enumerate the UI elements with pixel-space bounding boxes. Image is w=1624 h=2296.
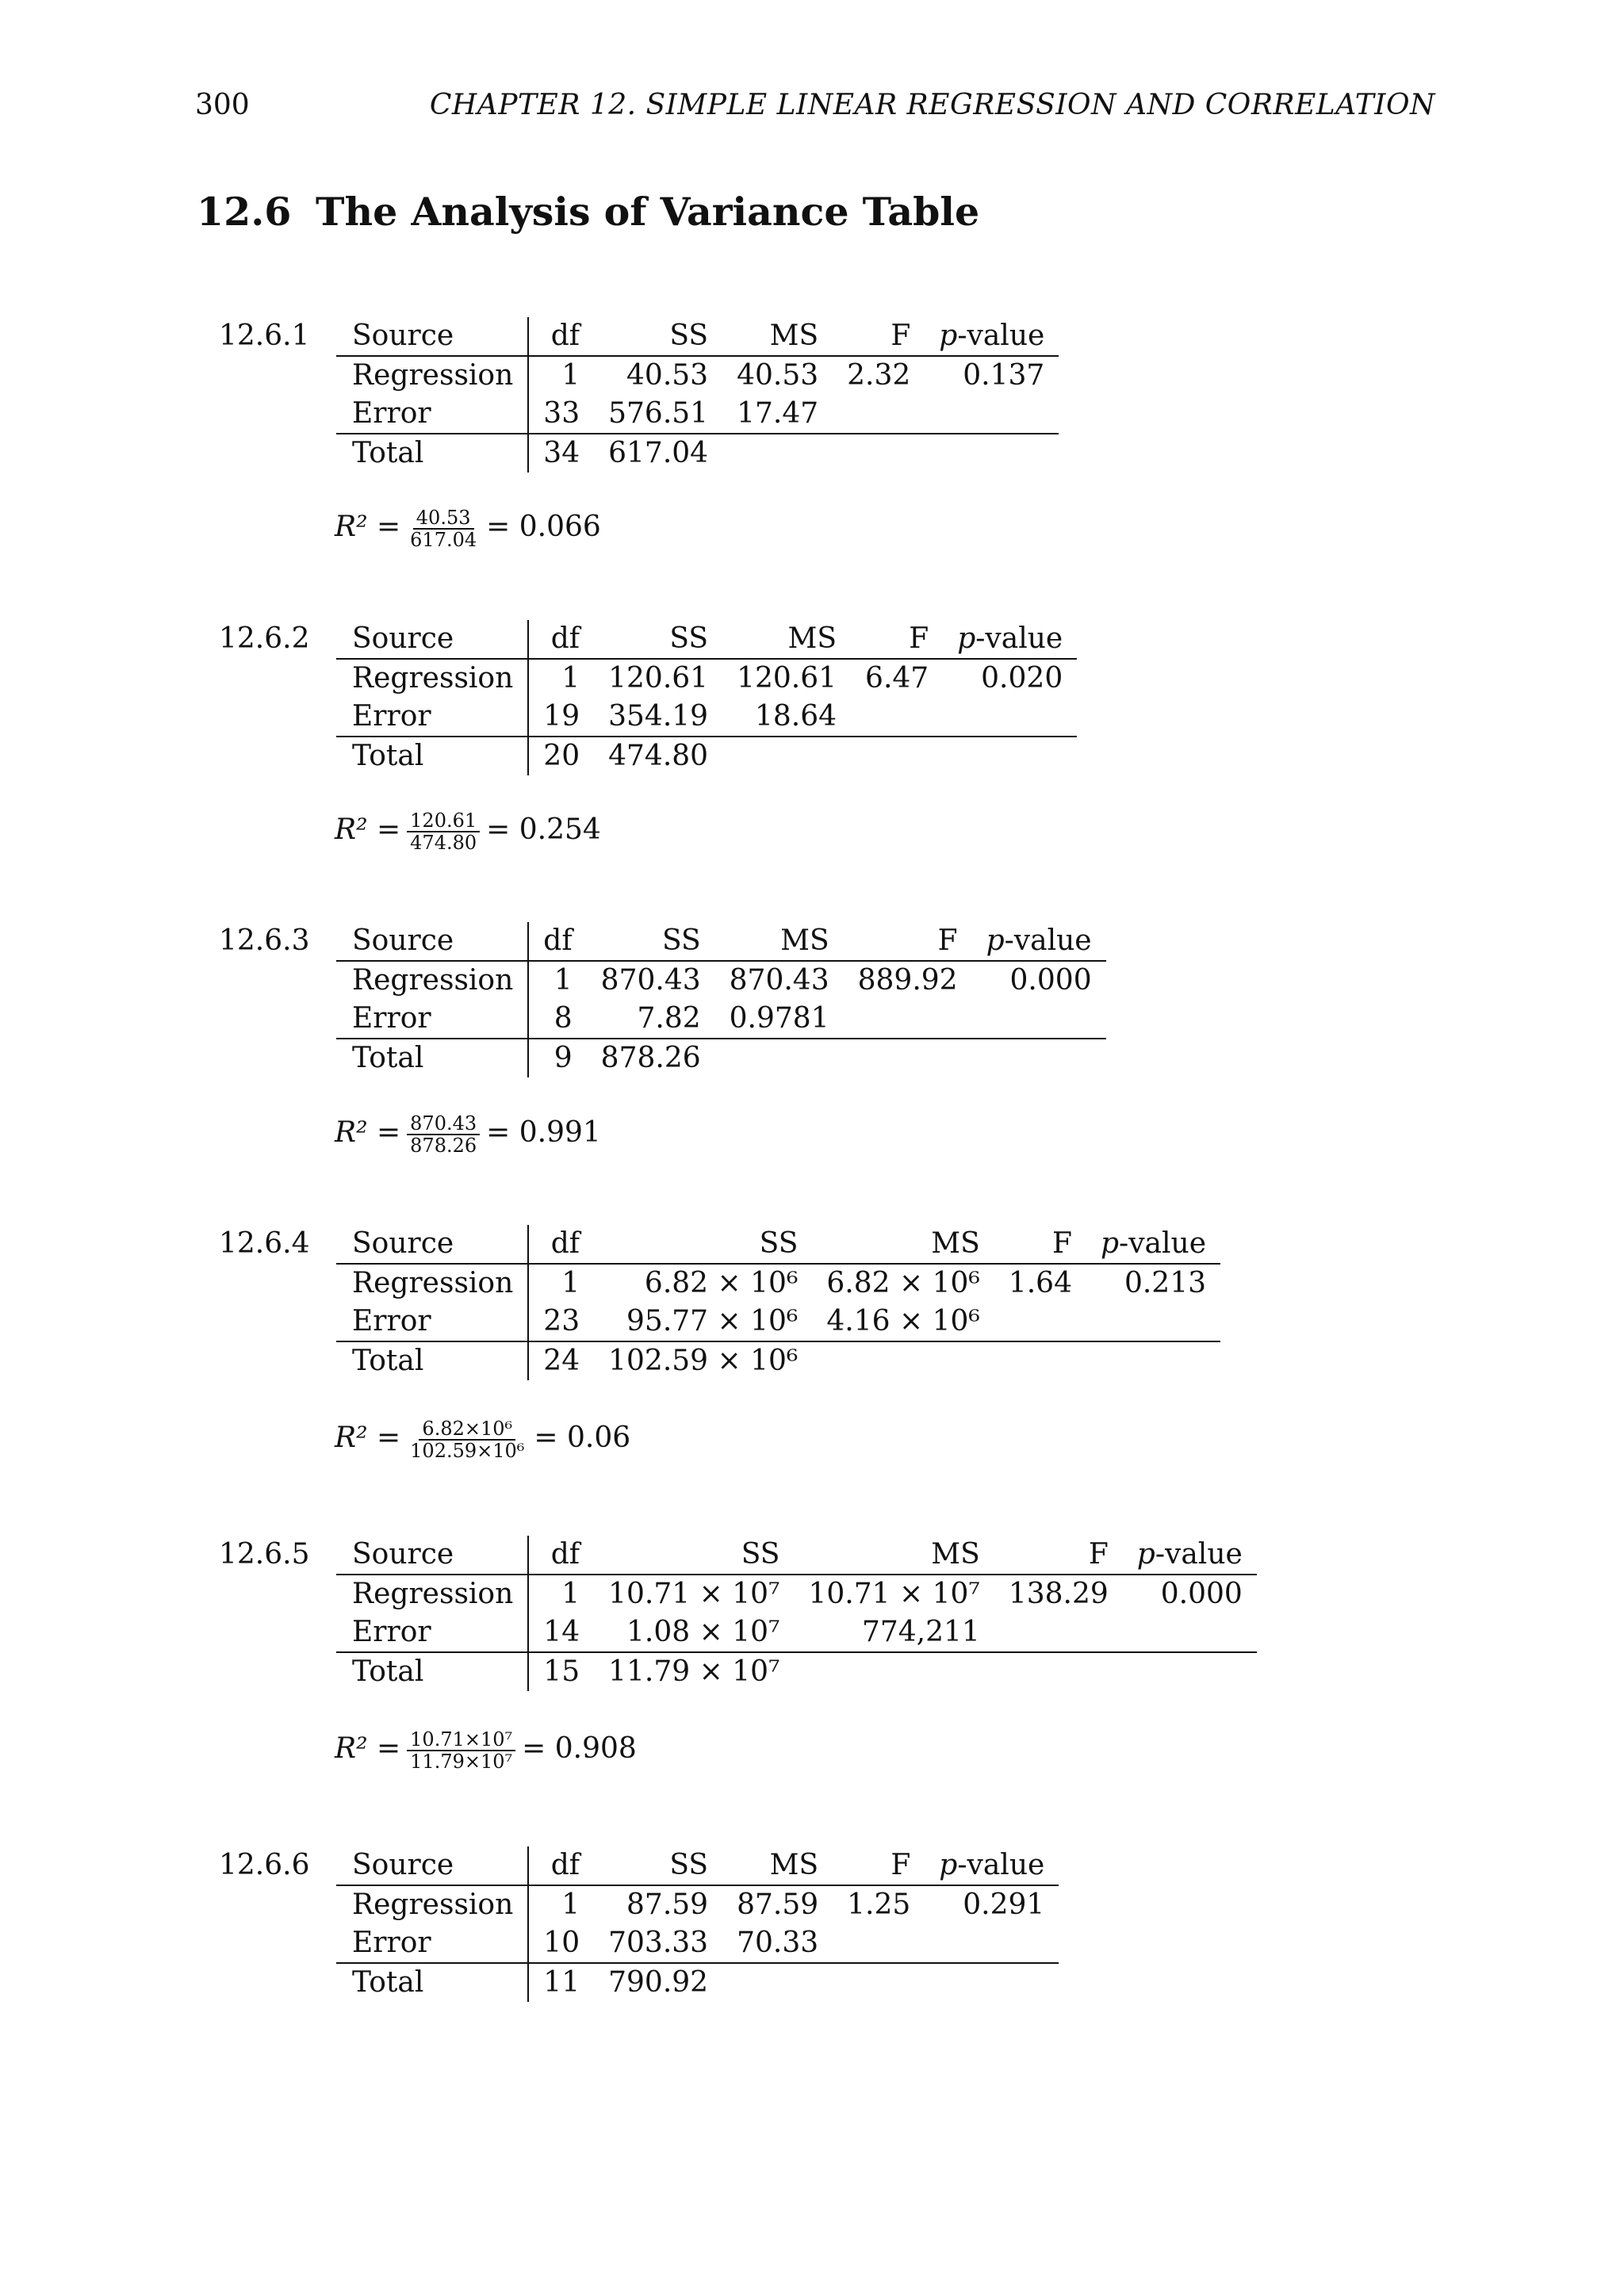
table-cell — [943, 698, 1077, 737]
table-cell: 0.020 — [981, 662, 1063, 695]
r-squared-formula — [335, 810, 601, 853]
table-cell: 87.59 — [626, 1888, 709, 1921]
table-cell: 870.43 — [600, 964, 701, 997]
column-header: SS — [594, 1846, 722, 1885]
running-head: CHAPTER 12. SIMPLE LINEAR REGRESSION AND CORRELATION — [429, 89, 1435, 121]
fraction-numerator: 120.61 — [407, 810, 480, 832]
row-source: Error — [336, 1613, 528, 1652]
section-heading: The Analysis of Variance Table — [316, 189, 980, 235]
row-source: Error — [336, 1303, 528, 1341]
fraction — [407, 810, 480, 853]
table-cell — [994, 1613, 1123, 1652]
table-cell: 774,211 — [794, 1613, 994, 1652]
table-cell: 1.64 — [1008, 1267, 1072, 1299]
table-cell: 19 — [528, 698, 594, 737]
table-cell: 0.9781 — [715, 1000, 844, 1039]
row-source: Error — [336, 698, 528, 737]
table-cell: 576.51 — [594, 395, 722, 434]
column-header: SS — [587, 922, 715, 961]
column-header: p-value — [925, 1846, 1059, 1885]
row-source: Error — [336, 395, 528, 434]
row-source: Regression — [336, 1264, 528, 1303]
table-row — [336, 434, 1059, 473]
table-cell — [833, 395, 925, 434]
r-squared-label: R² = — [335, 1116, 401, 1149]
table-cell — [994, 1652, 1123, 1691]
column-header: F — [844, 922, 972, 961]
column-header: Source — [336, 922, 528, 961]
column-header: MS — [722, 317, 833, 356]
fraction-denominator: 878.26 — [410, 1135, 477, 1157]
table-cell — [851, 698, 943, 737]
table-cell: 14 — [528, 1613, 594, 1652]
table-row — [336, 1303, 1220, 1341]
table-cell: 138.29 — [1008, 1578, 1109, 1610]
fraction-numerator: 870.43 — [407, 1113, 480, 1135]
table-cell: 8 — [528, 1000, 586, 1039]
fraction-numerator: 40.53 — [413, 507, 474, 530]
column-header: Source — [336, 1846, 528, 1885]
table-cell: 23 — [528, 1303, 594, 1341]
column-header: F — [994, 1536, 1123, 1575]
table-cell — [833, 434, 925, 473]
table-header-row — [336, 1846, 1059, 1885]
table-row — [336, 1963, 1059, 2002]
table-cell — [833, 1963, 925, 2002]
column-header: Source — [336, 317, 528, 356]
anova-table — [336, 922, 1106, 1077]
table-cell: 33 — [528, 395, 594, 434]
table-cell: 6.82 × 10⁶ — [826, 1267, 980, 1299]
row-source: Regression — [336, 1575, 528, 1613]
anova-table — [336, 317, 1059, 473]
table-header-row — [336, 1536, 1257, 1575]
r-squared-result: = 0.066 — [486, 511, 601, 543]
table-cell: 474.80 — [608, 740, 709, 772]
table-cell: 0.137 — [963, 359, 1045, 392]
row-source: Error — [336, 1000, 528, 1039]
table-row — [336, 1039, 1106, 1077]
table-cell: 1 — [553, 964, 573, 997]
table-row — [336, 1341, 1220, 1380]
page-number: 300 — [195, 89, 250, 121]
column-header: p-value — [1123, 1536, 1257, 1575]
table-cell — [715, 1039, 844, 1077]
column-header: p-value — [925, 317, 1059, 356]
column-header: df — [528, 922, 586, 961]
table-cell: 2.32 — [847, 359, 911, 392]
column-header: F — [994, 1225, 1086, 1264]
r-squared-label: R² = — [335, 1422, 401, 1454]
exercise-number: 12.6.1 — [219, 320, 310, 352]
table-cell — [812, 1341, 994, 1380]
column-header: MS — [722, 620, 851, 659]
table-cell: 1 — [561, 662, 580, 695]
r-squared-formula — [335, 507, 601, 550]
table-cell: 11 — [543, 1966, 580, 1999]
table-cell: 703.33 — [594, 1924, 722, 1963]
table-header-row — [336, 922, 1106, 961]
table-cell: 1 — [561, 1578, 580, 1610]
row-source: Total — [336, 1341, 528, 1380]
table-cell: 889.92 — [857, 964, 958, 997]
row-source: Regression — [336, 356, 528, 395]
fraction-denominator: 102.59×10⁶ — [410, 1440, 525, 1462]
table-cell — [925, 395, 1059, 434]
table-cell — [722, 434, 833, 473]
table-cell — [943, 737, 1077, 775]
column-header: df — [528, 1846, 594, 1885]
row-source: Regression — [336, 659, 528, 698]
column-header: F — [851, 620, 943, 659]
table-cell: 1 — [561, 359, 580, 392]
table-cell — [833, 1924, 925, 1963]
anova-table — [336, 1225, 1220, 1380]
table-cell: 6.82 × 10⁶ — [644, 1267, 799, 1299]
table-cell — [1123, 1613, 1257, 1652]
table-cell — [844, 1000, 972, 1039]
column-header: p-value — [972, 922, 1106, 961]
table-cell — [925, 1924, 1059, 1963]
fraction — [407, 1113, 480, 1156]
table-cell: 24 — [543, 1345, 580, 1377]
table-cell: 7.82 — [587, 1000, 715, 1039]
column-header: df — [528, 620, 594, 659]
row-source: Total — [336, 737, 528, 775]
table-cell: 878.26 — [600, 1042, 701, 1074]
section-number: 12.6 — [197, 189, 292, 235]
table-cell: 1.08 × 10⁷ — [594, 1613, 794, 1652]
anova-table — [336, 1846, 1059, 2002]
table-cell — [925, 434, 1059, 473]
table-cell — [1086, 1303, 1220, 1341]
anova-table — [336, 620, 1077, 775]
table-cell: 15 — [543, 1655, 580, 1688]
table-cell: 120.61 — [737, 662, 837, 695]
table-header-row — [336, 620, 1077, 659]
column-header: SS — [594, 1536, 794, 1575]
column-header: MS — [794, 1536, 994, 1575]
row-source: Error — [336, 1924, 528, 1963]
table-cell: 40.53 — [626, 359, 709, 392]
table-cell: 10.71 × 10⁷ — [808, 1578, 980, 1610]
table-row — [336, 1000, 1106, 1039]
r-squared-formula — [335, 1113, 601, 1156]
table-cell: 11.79 × 10⁷ — [608, 1655, 780, 1688]
table-row — [336, 698, 1077, 737]
table-cell: 10 — [528, 1924, 594, 1963]
table-cell: 0.000 — [1160, 1578, 1243, 1610]
row-source: Regression — [336, 961, 528, 1000]
table-cell: 790.92 — [608, 1966, 709, 1999]
r-squared-formula — [335, 1418, 630, 1461]
r-squared-result: = 0.06 — [534, 1422, 631, 1454]
r-squared-formula — [335, 1729, 637, 1772]
table-row — [336, 1885, 1059, 1924]
exercise-number: 12.6.4 — [219, 1227, 310, 1260]
table-cell: 10.71 × 10⁷ — [608, 1578, 780, 1610]
table-header-row — [336, 1225, 1220, 1264]
table-row — [336, 1613, 1257, 1652]
table-cell: 0.291 — [963, 1888, 1045, 1921]
column-header: p-value — [1086, 1225, 1220, 1264]
column-header: df — [528, 1536, 594, 1575]
table-cell: 617.04 — [608, 437, 709, 469]
table-cell — [972, 1039, 1106, 1077]
column-header: MS — [812, 1225, 994, 1264]
table-cell: 870.43 — [729, 964, 829, 997]
column-header: SS — [594, 317, 722, 356]
table-cell: 1 — [561, 1267, 580, 1299]
table-cell — [722, 737, 851, 775]
table-cell — [925, 1963, 1059, 2002]
r-squared-result: = 0.254 — [486, 813, 601, 846]
column-header: F — [833, 1846, 925, 1885]
fraction — [407, 1418, 527, 1461]
table-cell: 40.53 — [737, 359, 819, 392]
table-row — [336, 737, 1077, 775]
table-cell: 20 — [543, 740, 580, 772]
table-cell: 0.213 — [1124, 1267, 1206, 1299]
fraction-denominator: 11.79×10⁷ — [410, 1751, 513, 1773]
table-cell: 70.33 — [722, 1924, 833, 1963]
fraction-denominator: 474.80 — [410, 832, 477, 854]
table-cell — [1086, 1341, 1220, 1380]
fraction-denominator: 617.04 — [410, 529, 477, 551]
exercise-number: 12.6.5 — [219, 1538, 310, 1571]
table-cell: 6.47 — [865, 662, 929, 695]
table-cell — [994, 1341, 1086, 1380]
fraction-numerator: 6.82×10⁶ — [419, 1418, 515, 1441]
exercise-number: 12.6.3 — [219, 924, 310, 957]
table-cell: 9 — [553, 1042, 573, 1074]
column-header: F — [833, 317, 925, 356]
table-row — [336, 1924, 1059, 1963]
table-cell: 34 — [543, 437, 580, 469]
row-source: Total — [336, 1652, 528, 1691]
table-cell: 4.16 × 10⁶ — [812, 1303, 994, 1341]
column-header: MS — [715, 922, 844, 961]
table-cell — [794, 1652, 994, 1691]
section-title — [197, 189, 979, 235]
exercise-number: 12.6.2 — [219, 622, 310, 655]
column-header: Source — [336, 1225, 528, 1264]
column-header: SS — [594, 620, 722, 659]
row-source: Regression — [336, 1885, 528, 1924]
table-header-row — [336, 317, 1059, 356]
column-header: Source — [336, 1536, 528, 1575]
column-header: df — [528, 1225, 594, 1264]
table-cell — [722, 1963, 833, 2002]
row-source: Total — [336, 1963, 528, 2002]
page-header — [0, 89, 1624, 128]
column-header: df — [528, 317, 594, 356]
table-row — [336, 659, 1077, 698]
column-header: p-value — [943, 620, 1077, 659]
table-cell: 17.47 — [722, 395, 833, 434]
table-cell: 102.59 × 10⁶ — [608, 1345, 799, 1377]
table-row — [336, 395, 1059, 434]
column-header: Source — [336, 620, 528, 659]
r-squared-label: R² = — [335, 511, 401, 543]
table-cell: 120.61 — [608, 662, 709, 695]
table-cell: 1.25 — [847, 1888, 911, 1921]
table-cell: 1 — [561, 1888, 580, 1921]
table-cell: 95.77 × 10⁶ — [594, 1303, 812, 1341]
column-header: SS — [594, 1225, 812, 1264]
r-squared-result: = 0.908 — [522, 1732, 637, 1765]
table-cell — [972, 1000, 1106, 1039]
fraction-numerator: 10.71×10⁷ — [407, 1729, 515, 1751]
exercise-number: 12.6.6 — [219, 1849, 310, 1881]
r-squared-label: R² = — [335, 1732, 401, 1765]
table-cell — [1123, 1652, 1257, 1691]
anova-table — [336, 1536, 1257, 1691]
fraction — [407, 1729, 515, 1772]
table-cell: 0.000 — [1009, 964, 1092, 997]
table-cell: 18.64 — [722, 698, 851, 737]
r-squared-label: R² = — [335, 813, 401, 846]
table-row — [336, 356, 1059, 395]
r-squared-result: = 0.991 — [486, 1116, 601, 1149]
table-cell — [844, 1039, 972, 1077]
table-row — [336, 961, 1106, 1000]
column-header: MS — [722, 1846, 833, 1885]
table-row — [336, 1264, 1220, 1303]
fraction — [407, 507, 480, 550]
table-cell — [994, 1303, 1086, 1341]
table-row — [336, 1575, 1257, 1613]
table-cell: 354.19 — [594, 698, 722, 737]
row-source: Total — [336, 434, 528, 473]
table-cell: 87.59 — [737, 1888, 819, 1921]
row-source: Total — [336, 1039, 528, 1077]
table-cell — [851, 737, 943, 775]
table-row — [336, 1652, 1257, 1691]
